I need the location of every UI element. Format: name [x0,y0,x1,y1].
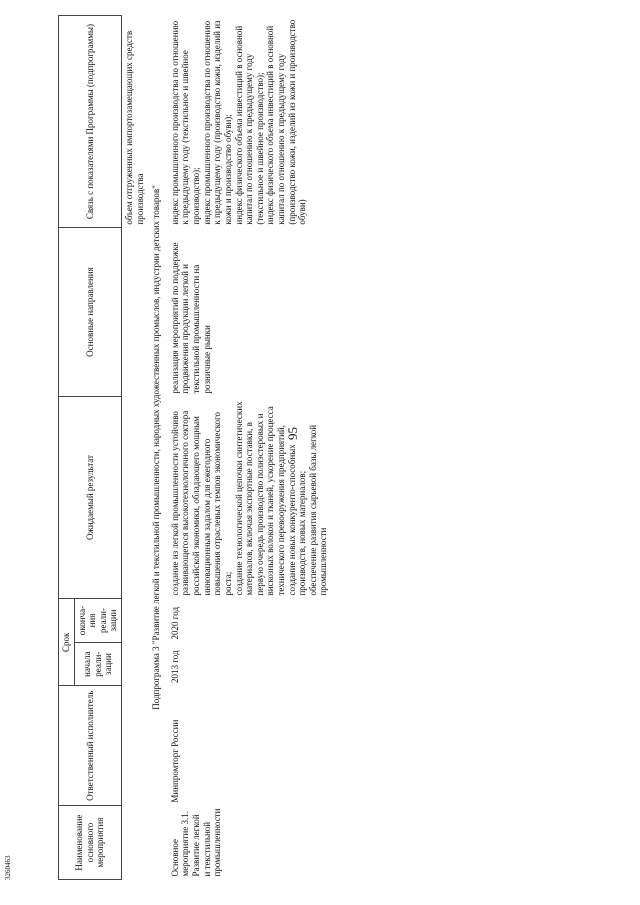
row-name: Основное мероприятие 3.1. Развитие легкой и текстильной промышленности [169,808,223,877]
header-name: Наименование основного мероприятия [59,806,122,880]
header-link: Связь с показателями Программы (подпрограммы) [59,16,122,228]
header-end: оконча-ния реали-зации [74,599,121,643]
measures-table [58,15,331,880]
subprogram-title: Подпрограмма 3 "Развитие легкой и текстильной промышленности, народных художественных промыслов, индустрии детских товаров" [151,185,162,710]
header-executor: Ответственный исполнитель [59,686,122,806]
header-start: начала реали-зации [74,642,121,685]
header-result: Ожидаемый результат [59,397,122,599]
document-code: 3260463 [4,855,12,880]
table-row [168,16,331,880]
row-start: 2013 год [169,650,180,683]
row-link: индекс промышленного производства по отношению к предыдущему году (текстильное и швейное производство); индекс промышленного производства по отношению к предыдущему году (производство кожи, изделий из кожи и производство обуви); индекс физического объема инвестиций в основной капитал по отношению к предыдущему году (текстильное и швейное производство); индекс физического объема инвестиций в основной капитал по отношению к предыдущему году (производство кожи, изделий из кожи и производство обуви) [169,19,308,225]
continuation-link-text: объем отгруженных импортозамещающих средств производства [124,30,145,225]
row-executor: Минпромторг России [169,719,180,803]
page-number: 95 [285,427,300,440]
continuation-row [122,16,148,880]
row-result: создание из легкой промышленности устойчиво развивающегося высокотехнологичного сектора российской экономики, обладающего мощным инновационным задалом для ежегодного повышения отраслевых темпов экономического роста; создание технологической цепочки синтетических материалов, включая экспортные поставки, в первую очередь производство полиэстеровых и вискозных волокон и тканей, ускорение процесса технического перевооружения предприятий, создание новых конкуренто-способных производств, новых материалов; обеспечение развития сырьевой базы легкой промышленности [169,401,329,596]
subprogram-title-row [147,16,168,880]
rotated-table-area [58,15,418,880]
row-directions: реализация мероприятий по поддержке продвижения продукции легкой и текстильной промышленности на розничные рынки [169,242,212,394]
header-term: Срок [59,599,75,686]
header-directions: Основные направления [59,228,122,397]
row-end: 2020 год [169,606,180,640]
